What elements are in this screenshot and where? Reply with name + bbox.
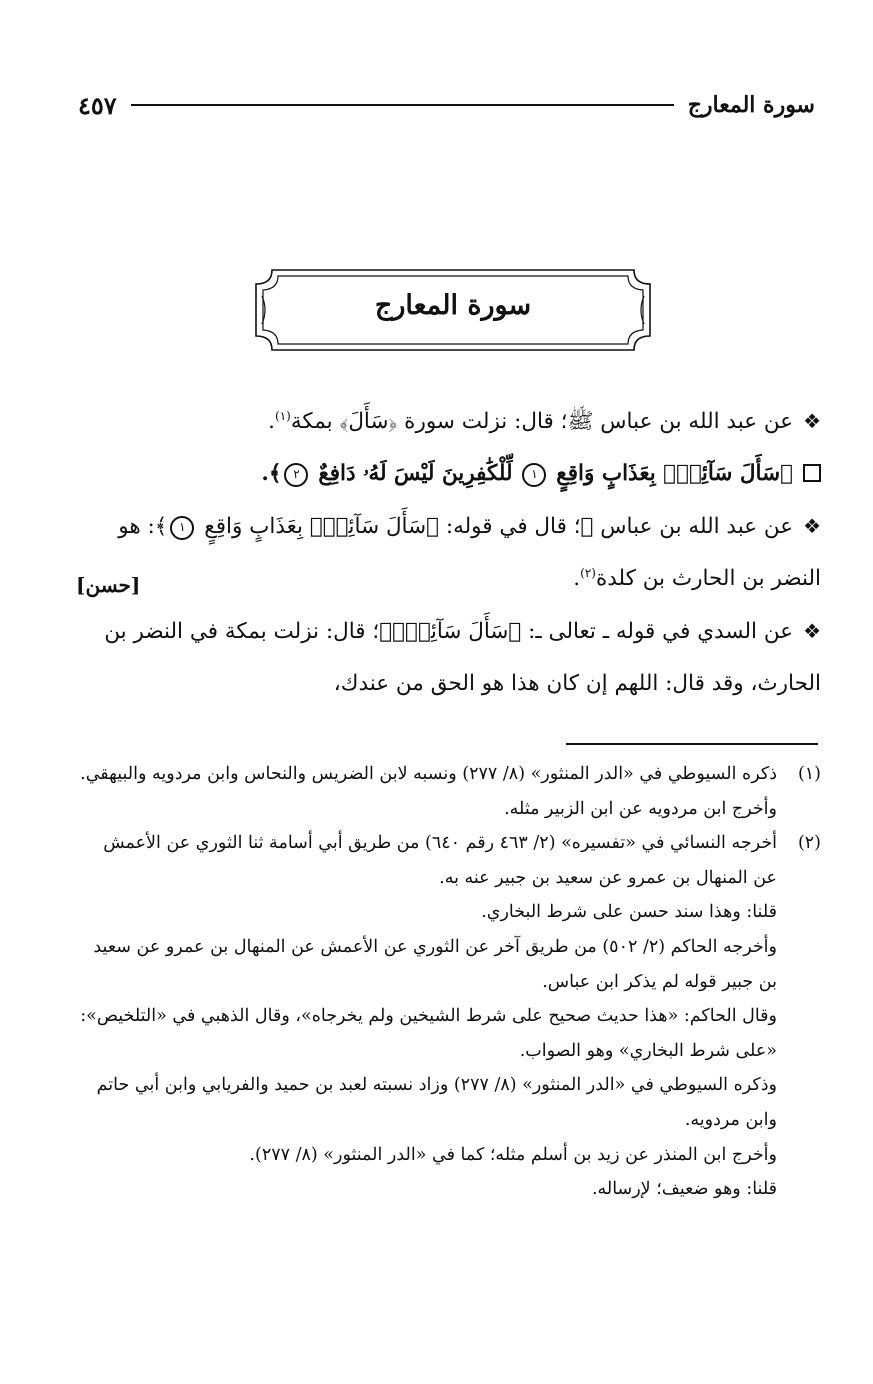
footnote-line: قلنا: وهذا سند حسن على شرط البخاري. <box>481 902 777 923</box>
verse-number-1: ١ <box>170 516 194 540</box>
narration-3 <box>76 605 821 710</box>
footnote-line: وأخرجه الحاكم (٢/ ٥٠٢) من طريق آخر عن الثوري عن الأعمش عن المنهال بن عمرو عن سعيد بن جبير قوله لم يذكر ابن عباس. <box>93 936 777 992</box>
verse-text-2: لِّلْكَٰفِرِينَ لَيْسَ لَهُۥ دَافِعٌ <box>318 461 513 486</box>
footnote-line: وقال الحاكم: «هذا حديث صحيح على شرط الشيخين ولم يخرجاه»، وقال الذهبي في «التلخيص»: «على شرط البخاري» وهو الصواب. <box>80 1006 777 1061</box>
footnote-line: ذكره السيوطي في «الدر المنثور» (٨/ ٢٧٧) ونسبه لابن الضريس والنحاس وابن مردويه والبيهقي. <box>80 764 777 784</box>
verse-number-1: ١ <box>522 463 546 487</box>
footnote-2 <box>76 826 821 1207</box>
bullet-icon: ❖ <box>803 619 821 643</box>
header-surah-name: سورة المعارج <box>687 92 815 118</box>
main-text <box>76 395 821 710</box>
footnote-line: أخرجه النسائي في «تفسيره» (٢/ ٤٦٣ رقم ٦٤٠) من طريق أبي أسامة ثنا الثوري عن الأعمش عن المنهال بن عمرو عن سعيد بن جبير عنه به. <box>103 833 777 888</box>
title-cartouche <box>254 268 652 352</box>
verse-number-2: ٢ <box>284 463 308 487</box>
page-number: ٤٥٧ <box>78 90 117 120</box>
footnote-number: (١) <box>797 764 821 784</box>
verse-close: ﴾. <box>261 461 282 486</box>
header-rule <box>131 104 674 106</box>
verse-line <box>76 448 821 500</box>
footnote-number: (٢) <box>797 833 821 854</box>
footnote-line: وذكره السيوطي في «الدر المنثور» (٨/ ٢٧٧) وزاد نسبته لعبد بن حميد والفريابي وابن أبي حاتم وابن مردويه. <box>96 1075 777 1130</box>
bullet-icon: ❖ <box>803 409 821 433</box>
narration-1 <box>76 395 821 448</box>
narration-2 <box>76 500 821 605</box>
hadith-grade: [حسن] <box>76 573 141 597</box>
narration-2-mid: ﴾: هو النضر بن الحارث بن كلدة <box>118 514 821 591</box>
footnote-ref-2: (٢) <box>580 565 596 580</box>
narration-1-text: عن عبد الله بن عباس ﷺ؛ قال: نزلت سورة ﴿سَأَلَ﴾ بمكة <box>290 409 794 434</box>
surah-title: سورة المعارج <box>374 290 532 321</box>
square-bullet-icon <box>803 464 821 482</box>
verse-text-1: ﴿سَأَلَ سَآئِلُۢ بِعَذَابٍ وَاقِعٍ <box>556 461 793 486</box>
bullet-icon: ❖ <box>803 514 821 538</box>
footnote-line: قلنا: وهو ضعيف؛ لإرساله. <box>591 1179 777 1200</box>
narration-1-end: . <box>268 409 275 434</box>
footnote-ref-1: (١) <box>275 408 291 423</box>
footnote-line: وأخرج ابن مردويه عن ابن الزبير مثله. <box>504 798 777 819</box>
footnote-line: وأخرج ابن المنذر عن زيد بن أسلم مثله؛ كما في «الدر المنثور» (٨/ ٢٧٧). <box>249 1144 777 1165</box>
narration-2-end: . <box>573 566 581 591</box>
narration-2-text: عن عبد الله بن عباس ﷺ؛ قال في قوله: ﴿سَأَلَ سَآئِلُۢ بِعَذَابٍ وَاقِعٍ <box>204 514 794 539</box>
narration-3-text: عن السدي في قوله ـ تعالى ـ: ﴿سَأَلَ سَآئِلُۢ﴾؛ قال: نزلت بمكة في النضر بن الحارث، وقد قال: اللهم إن كان هذا هو الحق من عندك، <box>104 619 821 696</box>
running-header <box>78 88 815 122</box>
footnote-separator <box>566 743 818 745</box>
footnotes <box>76 757 821 1207</box>
footnote-1 <box>76 757 821 826</box>
